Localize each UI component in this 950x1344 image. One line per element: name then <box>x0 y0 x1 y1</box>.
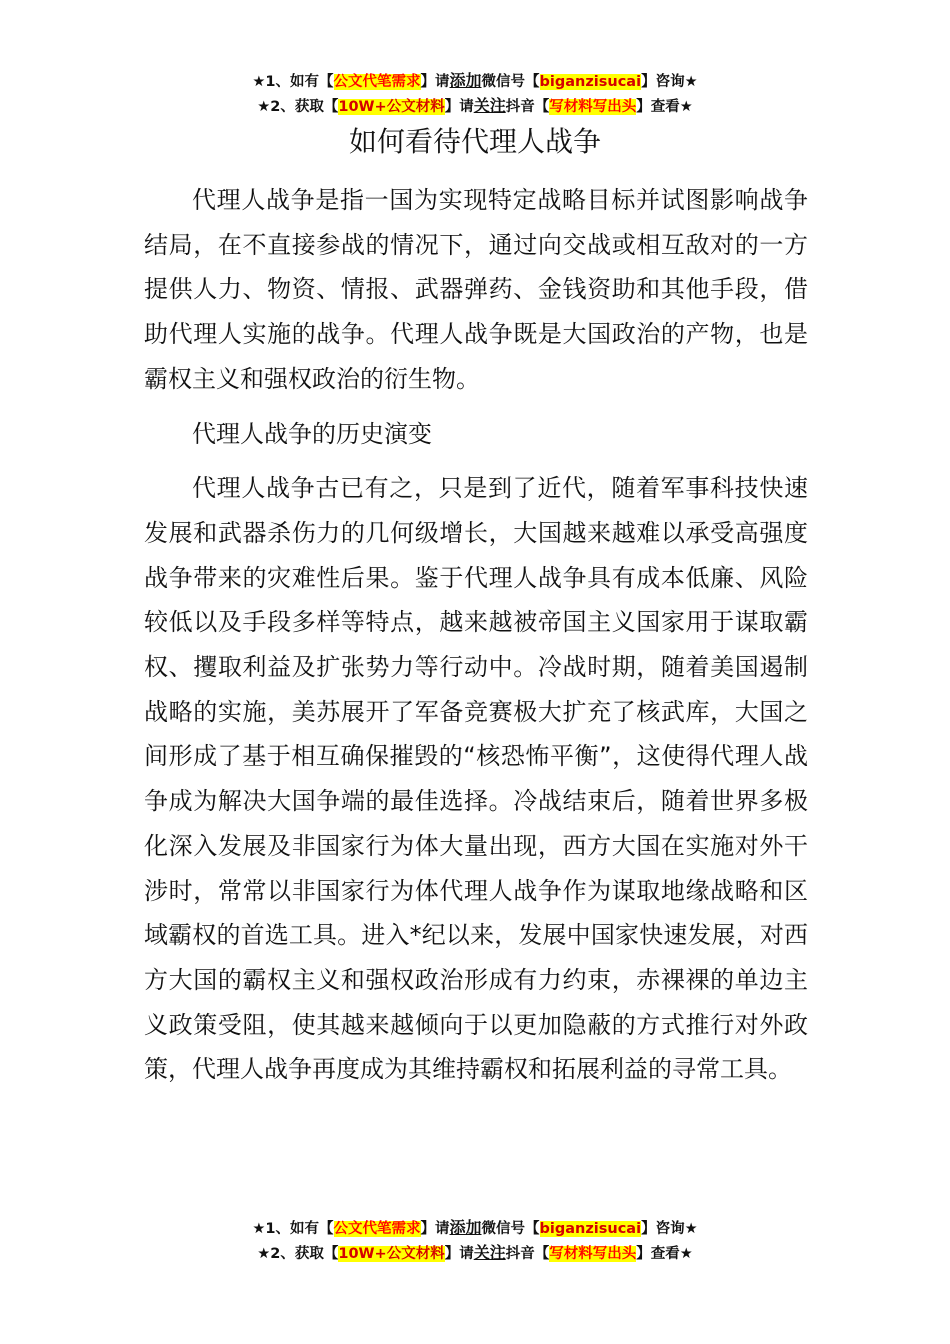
document-body <box>144 178 808 1102</box>
promo-text: 抖音【 <box>505 99 550 115</box>
promo-text: 】请 <box>420 1221 450 1237</box>
promo-text: 】请 <box>444 1246 474 1262</box>
section-heading: 代理人战争的历史演变 <box>192 419 432 448</box>
promo-line-1 <box>0 69 950 94</box>
promo-text: 1、如有【 <box>265 74 334 90</box>
promo-line-2 <box>0 94 950 119</box>
promo-text: 】咨询★ <box>641 1221 698 1237</box>
star-icon: ★ <box>252 74 266 90</box>
follow-emphasis: 关注 <box>473 96 506 115</box>
promo-line-1 <box>0 1216 950 1241</box>
follow-emphasis: 关注 <box>473 1243 506 1262</box>
douyin-id-highlight: 写材料写出头 <box>549 1246 637 1262</box>
star-icon: ★ <box>252 1221 266 1237</box>
promo-text: 2、获取【 <box>270 1246 339 1262</box>
promo-text: 微信号【 <box>481 1221 540 1237</box>
highlight-materials: 10W+公文材料 <box>338 1246 445 1262</box>
paragraph-definition: 代理人战争是指一国为实现特定战略目标并试图影响战争结局，在不直接参战的情况下，通过向交战或相互敌对的一方提供人力、物资、情报、武器弹药、金钱资助和其他手段，借助代理人实施的战争。代理人战争既是大国政治的产物，也是霸权主义和强权政治的衍生物。 <box>144 186 808 393</box>
highlight-ghostwriting: 公文代笔需求 <box>333 74 421 90</box>
promo-text: 】查看★ <box>636 99 693 115</box>
promo-text: 抖音【 <box>505 1246 550 1262</box>
promo-text: 1、如有【 <box>265 1221 334 1237</box>
promo-text: 】咨询★ <box>641 74 698 90</box>
highlight-ghostwriting: 公文代笔需求 <box>333 1221 421 1237</box>
star-icon: ★ <box>257 99 271 115</box>
promo-text: 】请 <box>444 99 474 115</box>
promo-text: 2、获取【 <box>270 99 339 115</box>
add-emphasis: 添加 <box>449 71 482 90</box>
promo-line-2 <box>0 1241 950 1266</box>
promo-banner-top <box>0 69 950 119</box>
promo-text: 微信号【 <box>481 74 540 90</box>
add-emphasis: 添加 <box>449 1218 482 1237</box>
document-title: 如何看待代理人战争 <box>348 125 601 158</box>
promo-text: 】请 <box>420 74 450 90</box>
highlight-materials: 10W+公文材料 <box>338 99 445 115</box>
promo-text: 】查看★ <box>636 1246 693 1262</box>
star-icon: ★ <box>257 1246 271 1262</box>
promo-banner-bottom <box>0 1216 950 1266</box>
paragraph-history: 代理人战争古已有之，只是到了近代，随着军事科技快速发展和武器杀伤力的几何级增长，大国越来越难以承受高强度战争带来的灾难性后果。鉴于代理人战争具有成本低廉、风险较低以及手段多样等特点，越来越被帝国主义国家用于谋取霸权、攫取利益及扩张势力等行动中。冷战时期，随着美国遏制战略的实施，美苏展开了军备竞赛极大扩充了核武库，大国之间形成了基于相互确保摧毁的“核恐怖平衡”，这使得代理人战争成为解决大国争端的最佳选择。冷战结束后，随着世界多极化深入发展及非国家行为体大量出现，西方大国在实施对外干涉时，常常以非国家行为体代理人战争作为谋取地缘战略和区域霸权的首选工具。进入*纪以来，发展中国家快速发展，对西方大国的霸权主义和强权政治形成有力约束，赤裸裸的单边主义政策受阻，使其越来越倾向于以更加隐蔽的方式推行对外政策，代理人战争再度成为其维持霸权和拓展利益的寻常工具。 <box>144 474 808 1084</box>
douyin-id-highlight: 写材料写出头 <box>549 99 637 115</box>
wechat-id-highlight: biganzisucai <box>539 74 642 90</box>
wechat-id-highlight: biganzisucai <box>539 1221 642 1237</box>
